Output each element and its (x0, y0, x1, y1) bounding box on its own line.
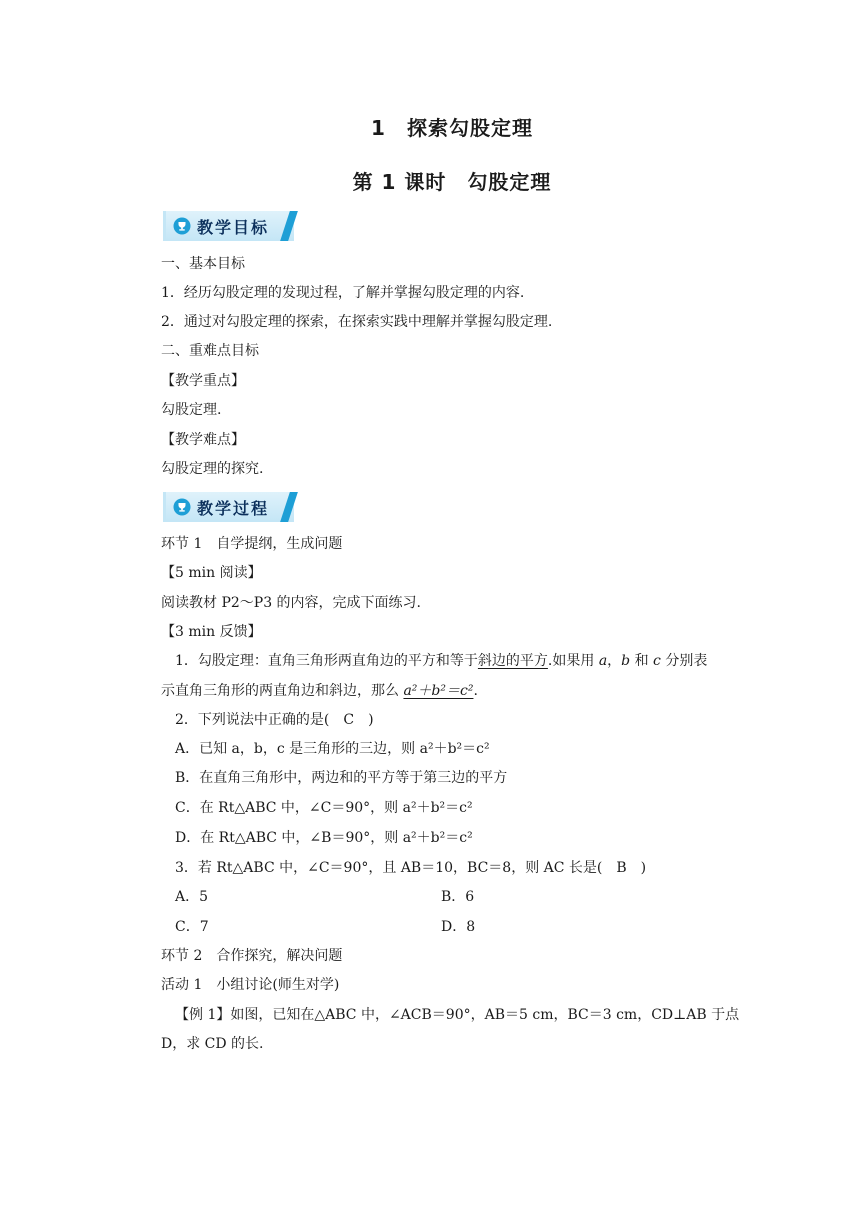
activity-1-heading: 活动 1 小组讨论(师生对学) (161, 977, 340, 993)
step-2-heading: 环节 2 合作探究，解决问题 (161, 948, 343, 964)
key-goals-heading: 二、重难点目标 (161, 343, 259, 359)
basic-goals-heading: 一、基本目标 (161, 256, 245, 272)
read-text: 阅读教材 P2～P3 的内容，完成下面练习. (161, 595, 422, 611)
badge-label: 教学目标 (197, 217, 270, 237)
question-3-option-b: B．6 (441, 889, 475, 905)
focus-label: 【教学重点】 (161, 373, 245, 389)
question-2-option-d: D．在 Rt△ABC 中，∠B＝90°，则 a²＋b²＝c² (175, 830, 473, 846)
feedback-label: 【3 min 反馈】 (161, 624, 262, 640)
example-1-label: 【例 1】 (175, 1007, 231, 1023)
teaching-process-badge (163, 492, 297, 522)
basic-goal-2: 2．通过对勾股定理的探索，在探索实践中理解并掌握勾股定理. (161, 314, 553, 330)
question-3-option-a: A．5 (175, 889, 209, 905)
question-2: 2．下列说法中正确的是( C ) (175, 712, 374, 728)
lesson-title: 第 1 课时 勾股定理 (352, 170, 552, 194)
badge-label: 教学过程 (197, 498, 270, 518)
question-2-option-a: A．已知 a，b，c 是三角形的三边，则 a²＋b²＝c² (175, 741, 490, 757)
question-3: 3．若 Rt△ABC 中，∠C＝90°，且 AB＝10，BC＝8，则 AC 长是( B ) (175, 860, 647, 876)
read-label: 【5 min 阅读】 (161, 565, 262, 581)
question-2-option-c: C．在 Rt△ABC 中，∠C＝90°，则 a²＋b²＝c² (175, 800, 473, 816)
answer-blank-1: 斜边的平方 (477, 653, 548, 669)
trophy-icon (173, 217, 191, 235)
section-title: 1 探索勾股定理 (371, 116, 533, 140)
question-3-option-d: D．8 (441, 919, 476, 935)
focus-text: 勾股定理. (161, 402, 222, 418)
example-1-line-2: D，求 CD 的长. (161, 1036, 264, 1052)
basic-goal-1: 1．经历勾股定理的发现过程，了解并掌握勾股定理的内容. (161, 285, 525, 301)
question-3-option-c: C．7 (175, 919, 209, 935)
example-1-line-1: 【例 1】如图，已知在△ABC 中，∠ACB＝90°，AB＝5 cm，BC＝3 cm，CD⊥AB 于点 (175, 1007, 740, 1023)
difficulty-text: 勾股定理的探究. (161, 461, 264, 477)
answer-blank-2: a²＋b²＝c² (403, 683, 474, 699)
trophy-icon (173, 498, 191, 516)
question-2-option-b: B．在直角三角形中，两边和的平方等于第三边的平方 (175, 770, 508, 786)
question-1-line-1: 1．勾股定理：直角三角形两直角边的平方和等于斜边的平方.如果用 a，b 和 c 分别表 (175, 653, 708, 669)
step-1-heading: 环节 1 自学提纲，生成问题 (161, 536, 343, 552)
question-1-line-2: 示直角三角形的两直角边和斜边，那么 a²＋b²＝c². (161, 683, 478, 699)
teaching-goals-badge (163, 211, 297, 241)
difficulty-label: 【教学难点】 (161, 432, 245, 448)
